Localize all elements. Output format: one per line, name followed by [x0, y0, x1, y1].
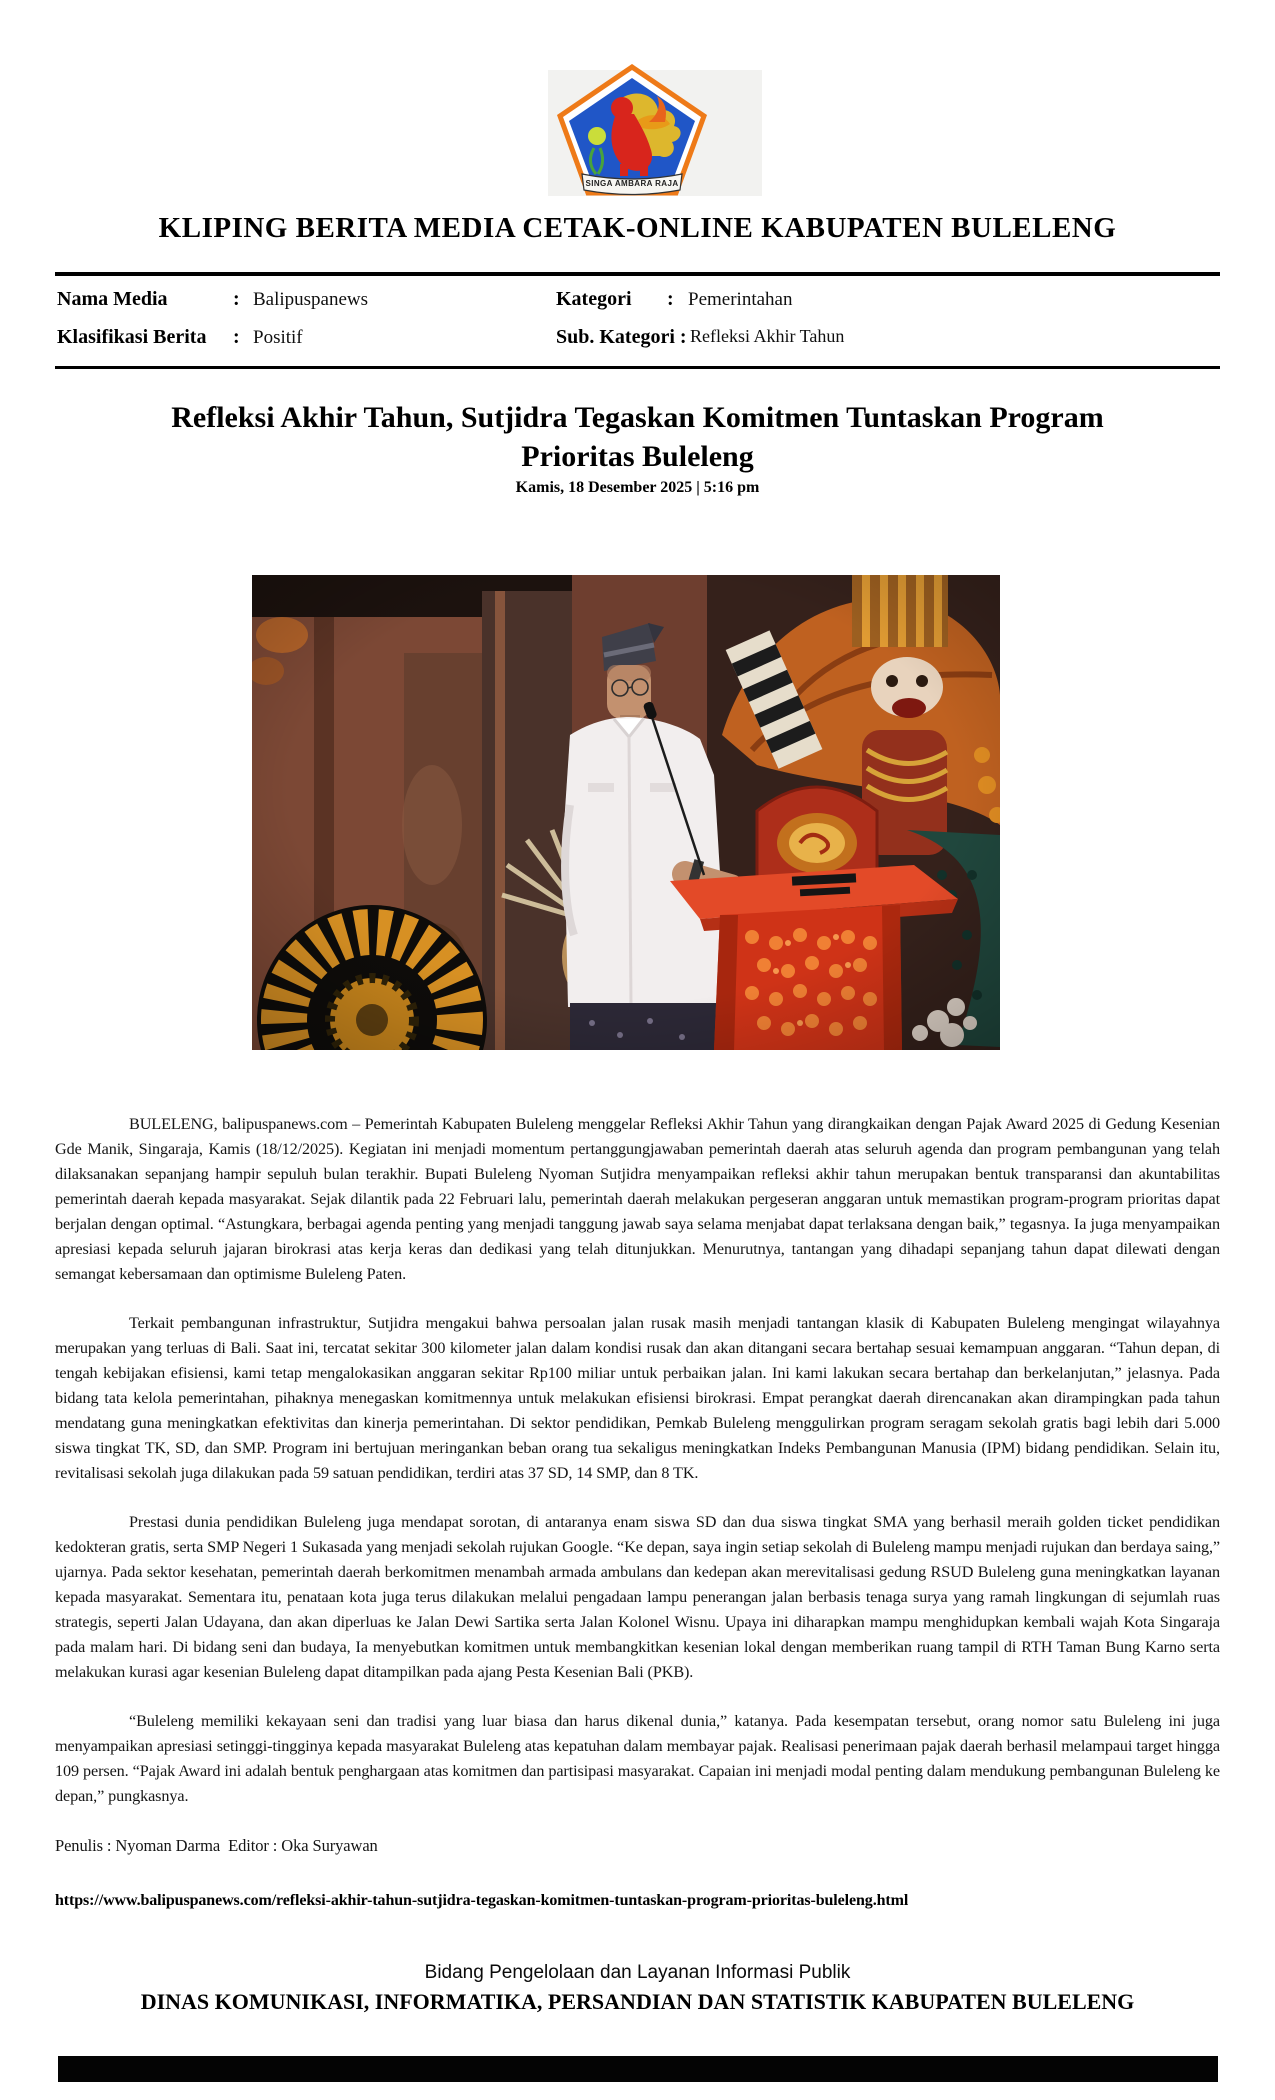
label-klasifikasi: Klasifikasi Berita [57, 326, 207, 348]
corn-sprig [588, 127, 606, 145]
document-title: KLIPING BERITA MEDIA CETAK-ONLINE KABUPATEN BULELENG [158, 212, 1117, 244]
footer-agency: DINAS KOMUNIKASI, INFORMATIKA, PERSANDIAN DAN STATISTIK KABUPATEN BULELENG [140, 1989, 1135, 2014]
value-klasifikasi: Positif [253, 327, 303, 348]
value-sub-kategori: Refleksi Akhir Tahun [690, 326, 845, 346]
colon: : [233, 326, 240, 348]
crest-banner-text: SINGA AMBARA RAJA [585, 179, 679, 188]
label-nama-media: Nama Media [57, 288, 168, 310]
article-photo [252, 575, 1000, 1050]
divider-bottom [55, 366, 1220, 369]
label-kategori: Kategori [556, 288, 632, 310]
value-kategori: Pemerintahan [688, 289, 793, 310]
article-dateline: Kamis, 18 Desember 2025 | 5:16 pm [515, 479, 760, 496]
bottom-black-bar [58, 2056, 1218, 2082]
source-url[interactable]: https://www.balipuspanews.com/refleksi-akhir-tahun-sutjidra-tegaskan-komitmen-tuntaskan-program-prioritas-buleleng.html [55, 1892, 909, 1909]
paragraph: “Buleleng memiliki kekayaan seni dan tradisi yang luar biasa dan harus dikenal dunia,” katanya. Pada kesempatan tersebut, orang nomor satu Buleleng ini juga menyampaikan apresiasi setinggi-tingginya kepada masyarakat Buleleng atas kepatuhan dalam membayar pajak. Realisasi penerimaan pajak daerah berhasil melampaui target hingga 109 persen. “Pajak Award ini adalah bentuk penghargaan atas komitmen dan partisipasi masyarakat. Capaian ini menjadi modal penting dalam mendukung pembangunan Buleleng ke depan,” pungkasnya. [55, 1712, 1220, 1805]
article-headline: Refleksi Akhir Tahun, Sutjidra Tegaskan Komitmen Tuntaskan Program Prioritas Buleleng [171, 401, 1104, 473]
paragraph: BULELENG, balipuspanews.com – Pemerintah Kabupaten Buleleng menggelar Refleksi Akhir Tahun yang dirangkaikan dengan Pajak Award 2025 di Gedung Kesenian Gde Manik, Singaraja, Kamis (18/12/2025). Kegiatan ini menjadi momentum pertanggungjawaban pemerintah daerah atas seluruh agenda dan program pembangunan yang telah dilaksanakan sepanjang hampir sepuluh bulan terakhir. Bupati Buleleng Nyoman Sutjidra menyampaikan refleksi akhir tahun merupakan bentuk transparansi dan akuntabilitas pemerintah daerah kepada masyarakat. Sejak dilantik pada 22 Februari lalu, pemerintah daerah melakukan pergeseran anggaran untuk memastikan program-program prioritas dapat berjalan dengan optimal. “Astungkara, berbagai agenda penting yang menjadi tanggung jawab saya selama menjabat dapat terlaksana dengan baik,” tegasnya. Ia juga menyampaikan apresiasi kepada seluruh jajaran birokrasi atas kerja keras dan dedikasi yang telah ditunjukkan. Menurutnya, tantangan yang dihadapi sepanjang tahun dapat dilewati dengan semangat kebersamaan dan optimisme Buleleng Paten. [55, 1115, 1220, 1283]
colon: : [233, 288, 240, 310]
article-body [55, 1112, 1220, 1913]
paragraph: Prestasi dunia pendidikan Buleleng juga mendapat sorotan, di antaranya enam siswa SD dan dua siswa tingkat SMA yang berhasil meraih golden ticket pendidikan kedokteran gratis, serta SMP Negeri 1 Sukasada yang menjadi sekolah rujukan Google. “Ke depan, saya ingin setiap sekolah di Buleleng mampu menjadi rujukan dan berdaya saing,” ujarnya. Pada sektor kesehatan, pemerintah daerah berkomitmen menambah armada ambulans dan kedepan akan merevitalisasi gedung RSUD Buleleng guna meningkatkan layanan kepada masyarakat. Sementara itu, penataan kota juga terus dilakukan melalui pengadaan lampu penerangan jalan berbasis tenaga surya yang ramah lingkungan di sejumlah ruas strategis, seperti Jalan Udayana, dan akan diperluas ke Jalan Dewi Sartika serta Jalan Kolonel Wisnu. Upaya ini diharapkan mampu menghidupkan kembali wajah Kota Singaraja pada malam hari. Di bidang seni dan budaya, Ia menyebutkan komitmen untuk membangkitkan kesenian lokal dengan memberikan ruang tampil di RTH Taman Bung Karno serta melakukan kurasi agar kesenian Buleleng dapat ditampilkan pada ajang Pesta Kesenian Bali (PKB). [55, 1513, 1220, 1681]
byline: Penulis : Nyoman Darma Editor : Oka Suryawan [55, 1836, 378, 1855]
footer-division: Bidang Pengelolaan dan Layanan Informasi Publik [424, 1962, 851, 1983]
value-nama-media: Balipuspanews [253, 289, 369, 310]
paragraph: Terkait pembangunan infrastruktur, Sutjidra mengakui bahwa persoalan jalan rusak masih menjadi tantangan klasik di Kabupaten Buleleng mengingat wilayahnya merupakan yang terluas di Bali. Saat ini, tercatat sekitar 300 kilometer jalan dalam kondisi rusak dan akan ditangani secara bertahap sesuai kemampuan anggaran. “Tahun depan, di tengah kebijakan efisiensi, kami tetap mengalokasikan anggaran sekitar Rp100 miliar untuk perbaikan jalan. Ini kami lakukan secara bertahap dan berkelanjutan,” jelasnya. Pada bidang tata kelola pemerintahan, pihaknya menegaskan komitmennya untuk melakukan efisiensi birokrasi. Empat perangkat daerah direncanakan akan dirampingkan pada tahun mendatang guna meningkatkan efektivitas dan kinerja pemerintahan. Di sektor pendidikan, Pemkab Buleleng menggulirkan program seragam sekolah gratis bagi lebih dari 5.000 siswa tingkat TK, SD, dan SMP. Program ini bertujuan meringankan beban orang tua sekaligus meningkatkan Indeks Pembangunan Manusia (IPM) bidang pendidikan. Selain itu, revitalisasi sekolah juga dilakukan pada 59 satuan pendidikan, terdiri atas 37 SD, 14 SMP, dan 8 TK. [55, 1314, 1220, 1482]
colon: : [667, 288, 674, 310]
divider-top [55, 272, 1220, 276]
buleleng-crest-logo [552, 64, 712, 198]
label-sub-kategori: Sub. Kategori : [556, 326, 687, 348]
